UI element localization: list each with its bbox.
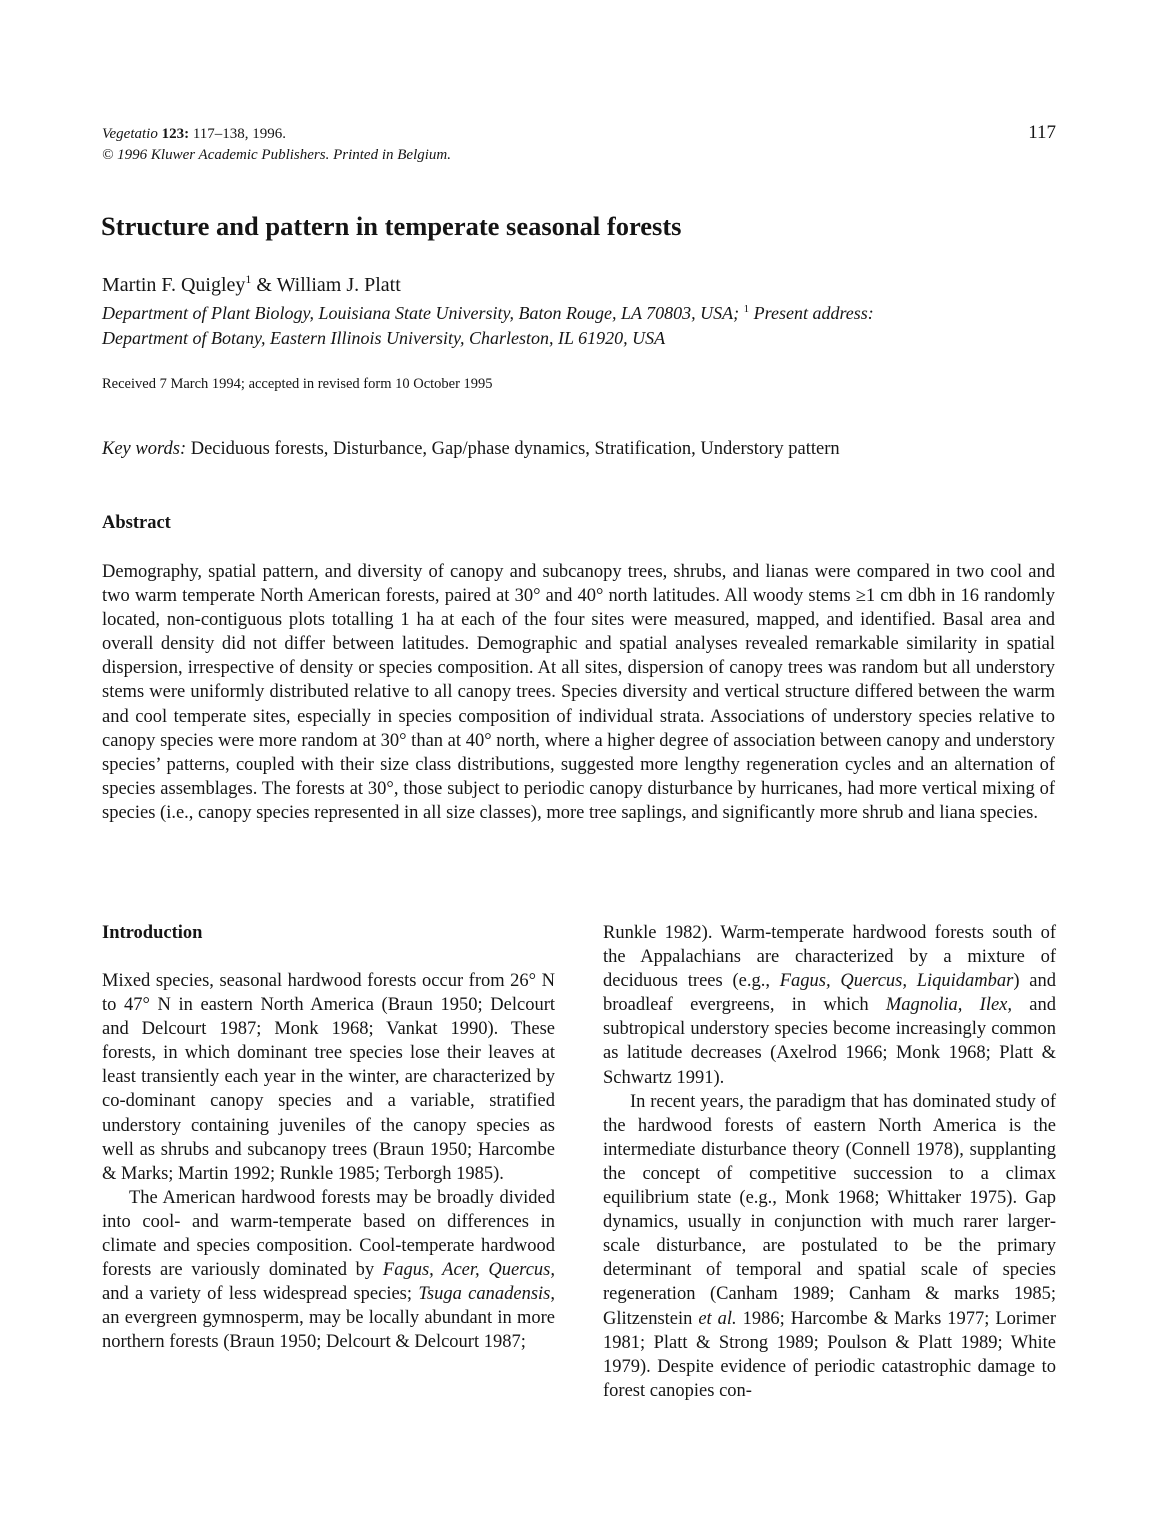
paragraph-text: 1986; Harcombe & Marks 1977; Lorimer 1981; Platt & Strong 1989; Poulson & Platt 1989; White 1979). Despite evidence of periodic catastrophic damage to forest canopies con- (603, 1308, 1056, 1401)
paragraph: Mixed species, seasonal hardwood forests occur from 26° N to 47° N in eastern North America (Braun 1950; Delcourt and Delcourt 1987; Monk 1968; Vankat 1990). These forests, in which dominant tree species lose their leaves at least transiently each year in the winter, are characterized by co-dominant canopy species and a variable, stratified understory containing juveniles of the canopy species as well as shrubs and subcanopy trees (Braun 1950; Harcombe & Marks; Martin 1992; Runkle 1985; Terborgh 1985). (102, 971, 555, 1184)
journal-volume-line (102, 124, 802, 145)
paragraph-text: and subtropical understory species become increasingly common as latitude decreases (Axelrod 1966; Monk 1968; Platt & Schwartz 1991). (603, 995, 1056, 1088)
paragraph-text: The American hardwood forests may be broadly divided into cool- and warm-temperate based on differences in climate and species composition. Cool-temperate hardwood forests are variously dominated by (102, 1187, 555, 1281)
keywords-label: Key words: (102, 439, 187, 459)
article-title: Structure and pattern in temperate seasonal forests (101, 211, 682, 241)
genus-names: Fagus, Quercus, Liquidambar (779, 971, 1014, 992)
keywords-text: Deciduous forests, Disturbance, Gap/phase dynamics, Stratification, Understory pattern (186, 439, 840, 459)
affiliation-text: Department of Plant Biology, Louisiana State University, Baton Rouge, LA 70803, USA; (102, 303, 744, 323)
journal-name: Vegetatio (102, 126, 158, 142)
author-name: & William J. Platt (251, 274, 401, 296)
genus-names: Magnolia, Ilex, (885, 995, 1013, 1016)
keywords (102, 436, 1062, 462)
paragraph-text: Runkle 1982). Warm-temperate hardwood forests south of the Appalachians are characterized by a mixture of deciduous trees (e.g., (603, 923, 1056, 992)
paragraph (603, 921, 1056, 1090)
abstract-heading: Abstract (102, 513, 171, 533)
paragraph-text: , an evergreen gymnosperm, may be locally abundant in more northern forests (Braun 1950; Delcourt & Delcourt 1987; (102, 1284, 555, 1353)
paragraph-text: In recent years, the paradigm that has dominated study of the hardwood forests of eastern North America is the intermediate disturbance theory (Connell 1978), supplanting the concept of competitive succession to a climax equilibrium state (e.g., Monk 1968; Whittaker 1975). Gap dynamics, usually in conjunction with much rarer larger-scale disturbance, are postulated to be the primary determinant of temporal and spatial scale of species regeneration (Canham 1989; Canham & marks 1985; Glitzenstein (603, 1091, 1056, 1329)
affiliation-footnote-mark: 1 (743, 303, 750, 315)
page-number: 117 (1028, 122, 1056, 143)
journal-pages-year: 117–138, 1996. (189, 126, 287, 142)
et-al: et al. (698, 1308, 737, 1329)
paragraph-text: ) and broadleaf evergreens, in which (603, 971, 1057, 1016)
received-dates: Received 7 March 1994; accepted in revised form 10 October 1995 (102, 376, 493, 392)
introduction-heading: Introduction (102, 923, 203, 943)
affiliation-line (102, 301, 1062, 326)
column-left (102, 921, 555, 1355)
column-right (603, 921, 1056, 1403)
author-name: Martin F. Quigley (102, 274, 246, 296)
affiliation (102, 301, 1062, 351)
author-line (102, 272, 1062, 298)
affiliation-line: Department of Botany, Eastern Illinois University, Charleston, IL 61920, USA (102, 328, 666, 348)
copyright-line: © 1996 Kluwer Academic Publishers. Printed in Belgium. (102, 147, 451, 163)
species-name: Tsuga canadensis (418, 1284, 551, 1305)
journal-volume: 123: (161, 126, 190, 142)
genus-names: Fagus, Acer, Quercus, (382, 1260, 555, 1281)
paragraph-text: and a variety of less widespread species; (102, 1284, 419, 1305)
paragraph (102, 1186, 555, 1355)
journal-citation (102, 124, 802, 166)
paragraph (603, 1090, 1056, 1403)
author-footnote-mark: 1 (245, 272, 252, 286)
affiliation-present-address-label: Present address: (749, 303, 874, 323)
abstract-text: Demography, spatial pattern, and diversity of canopy and subcanopy trees, shrubs, and lianas were compared in two cool and two warm temperate North American forests, paired at 30° and 40° north latitudes. All woody stems ≥1 cm dbh in 16 randomly located, non-contiguous plots totalling 1 ha at each of the four sites were measured, mapped, and identified. Basal area and overall density did not differ between latitudes. Demographic and spatial analyses revealed remarkable similarity in spatial dispersion, irrespective of density or species composition. At all sites, dispersion of canopy trees was random but all understory stems were uniformly distributed relative to all canopy trees. Species diversity and vertical structure differed between the warm and cool temperate sites, especially in species composition of individual strata. Associations of understory species relative to canopy species were more random at 30° than at 40° north, where a higher degree of association between canopy and understory species’ patterns, coupled with their size class distributions, suggested more lengthy regeneration cycles and an alternation of species assemblages. The forests at 30°, those subject to periodic canopy disturbance by hurricanes, had more vertical mixing of species (i.e., canopy species represented in all size classes), more tree saplings, and significantly more shrub and liana species. (102, 562, 1055, 823)
